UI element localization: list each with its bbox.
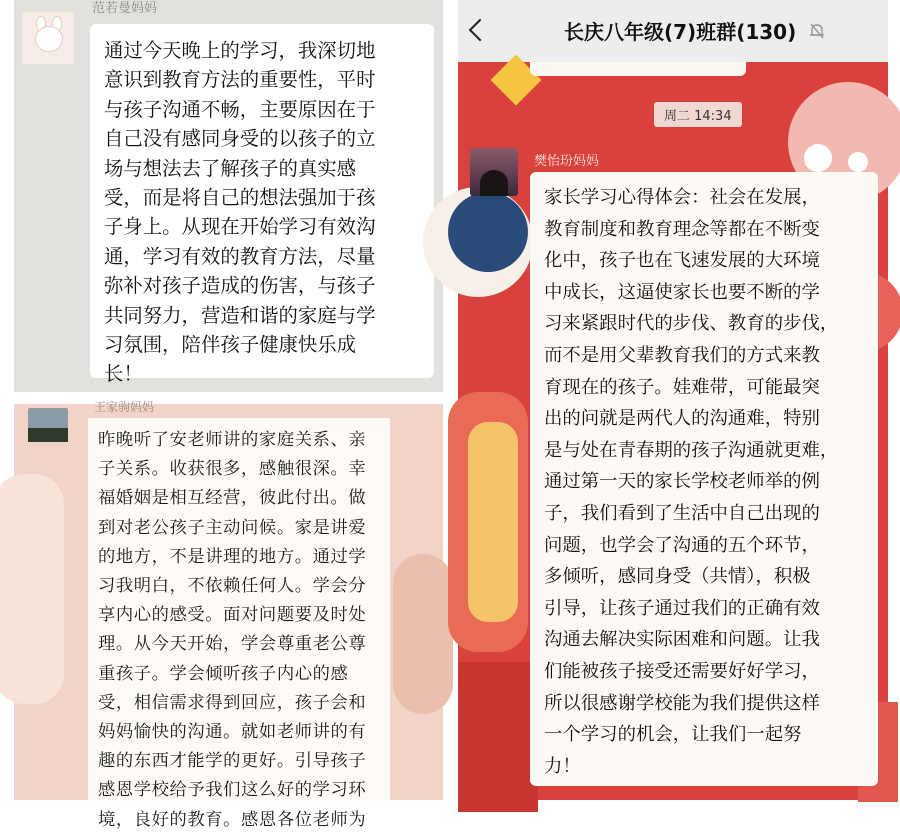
timestamp: 周二 14:34 [654,102,742,127]
avatar[interactable] [470,148,518,196]
chat-title: 长庆八年级(7)班群(130) [564,20,797,44]
avatar[interactable] [22,12,74,64]
mute-bell-icon [808,22,826,40]
back-icon[interactable] [469,19,492,42]
background-decoration [0,474,64,704]
chat-panel-right [458,0,888,800]
bunny-face-icon [35,26,63,52]
previous-message-bubble[interactable] [530,62,746,76]
sender-name: 王家驹妈妈 [94,400,155,414]
message-text: 家长学习心得体会：社会在发展， 教育制度和教育理念等都在不断变 化中，孩子也在飞速发展的大环境 中成长，这逼使家长也要不断的学 习来紧跟时代的步伐、教育的步伐， 而不是用父辈教育我们的方式来教 育现在的孩子。娃难带，可能最突 出的问就是两代人的沟通难，特别 是与处在青春期的孩子沟通就更难， 通过第一天的家长学校老师举的例 子，我们看到了生活中自己出现的 问题，也学会了沟通的五个环节， 多倾听，感同身受（共情），积极 引导，让孩子通过我们的正确有效 沟通去解决实际困难和问题。让我 们能被孩子接受还需要好好学习， 所以很感谢学校能为我们提供这样 一个学习的机会，让我们一起努 力！ [544,187,839,777]
chat-header [458,0,888,62]
message-text: 通过今天晚上的学习，我深切地 意识到教育方法的重要性，平时 与孩子沟通不畅，主要原因在于 自己没有感同身受的以孩子的立 场与想法去了解孩子的真实感 受，而是将自己的想法强加于孩 子身上。从现在开始学习有效沟 通，学习有效的教育方法，尽量 弥补对孩子造成的伤害，与孩子 共同努力，营造和谐的家庭与学 习氛围，陪伴孩子健康快乐成 长！ [104,39,376,386]
message-bubble[interactable] [88,418,390,830]
sender-name: 范若曼妈妈 [92,1,158,16]
message-bubble[interactable] [90,24,434,386]
avatar[interactable] [28,408,68,442]
background-decoration [393,554,453,714]
chat-panel-top-left [14,0,443,392]
sender-name: 樊怡玢妈妈 [534,154,600,169]
message-text: 昨晚听了安老师讲的家庭关系、亲 子关系。收获很多，感触很深。幸 福婚姻是相互经营，彼此付出。做 到对老公孩子主动问候。家是讲爱 的地方，不是讲理的地方。通过学 习我明白，不依赖任何人。学会分 享内心的感受。面对问题要及时处 理。从今天开始，学会尊重老公尊 重孩子。学会倾听孩子内心的感 受，相信需求得到回应，孩子会和 妈妈愉快的沟通。就如老师讲的有 趣的东西才能学的更好。引导孩子 感恩学校给予我们这么好的学习环 境，良好的教育。感恩各位老师为 [98,430,367,830]
message-bubble[interactable] [530,172,878,786]
chat-panel-bottom-left [14,400,443,830]
